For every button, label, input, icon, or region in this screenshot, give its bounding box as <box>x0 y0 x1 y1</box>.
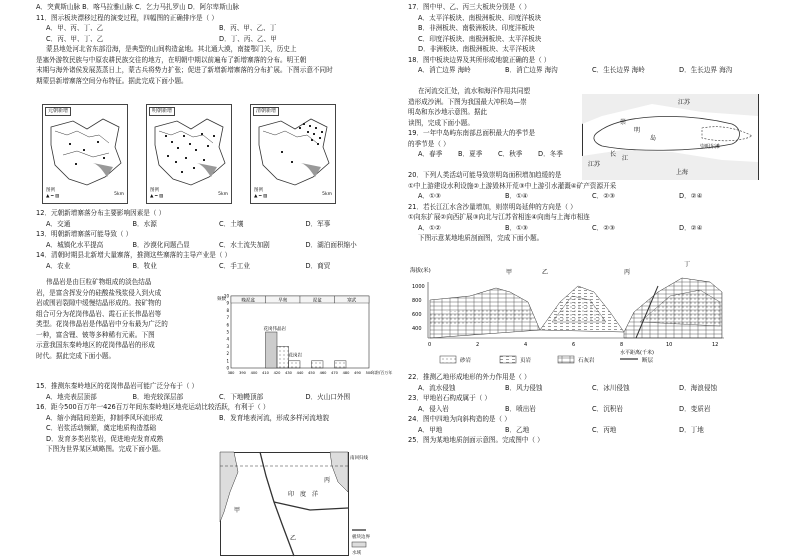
chart-bar-label: 花岗岩 <box>288 353 302 359</box>
left-questions <box>36 208 392 271</box>
passage-line: 岩，是富含挥发分的硅酸盐残浆侵入到火成 <box>36 288 162 297</box>
question-12: 12．元朝新增寨落分布主要影响因素是（ ） <box>36 209 166 217</box>
geo-xtick: 6 <box>572 342 576 348</box>
question-15: 15．推测东秦岭地区的花岗伟晶岩可能广泛分布于（ ） <box>36 382 199 390</box>
chart-y-tick: 2 <box>226 351 229 357</box>
chart-y-tick: 3 <box>226 343 229 349</box>
geo-legend-limestone: 石灰岩 <box>578 358 595 364</box>
q21-options <box>408 223 766 234</box>
q18-options <box>408 65 766 76</box>
chongming-label-dao: 岛 <box>650 135 657 142</box>
geo-xlabel: 水平距离(千米) <box>620 350 654 356</box>
chart-x-tick: 420 <box>273 371 281 375</box>
q24-option-d[interactable]: D．丁地 <box>679 425 704 434</box>
q21-option-d[interactable]: D．②④ <box>679 223 703 232</box>
chongming-label-chong: 崇 <box>620 119 627 126</box>
q24-option-c[interactable]: C．丙地 <box>592 425 617 434</box>
q14-option-b[interactable]: B．牧业 <box>132 261 157 270</box>
q19-option-b[interactable]: B．夏季 <box>458 150 483 158</box>
map-scale: 5km <box>114 191 124 197</box>
chart-bar <box>335 361 347 368</box>
chongming-label-chang: 长 <box>610 151 617 158</box>
q13-options <box>36 240 392 251</box>
q22-option-b[interactable]: B．风力侵蚀 <box>505 383 543 392</box>
map-legend: 图例 ▲ ━ ▨ <box>254 188 268 199</box>
map-scale: 5km <box>322 191 332 197</box>
q19-option-c[interactable]: C．秋季 <box>498 150 523 158</box>
q20-option-d[interactable]: D．②④ <box>679 192 703 200</box>
chart-bar-label: 花岗伟晶岩 <box>263 327 286 332</box>
q19-option-a[interactable]: A．春季 <box>418 150 443 158</box>
q19-option-d[interactable]: D．冬季 <box>538 150 563 158</box>
chongming-label-jiangsu-s: 江苏 <box>588 161 601 168</box>
q13-option-d[interactable]: D．湖泊面积缩小 <box>305 240 357 249</box>
q16-option-b[interactable]: B．发育地表河流，形成多样河流地貌 <box>219 413 330 422</box>
q23-option-d[interactable]: D．变质岩 <box>679 404 711 413</box>
right-questions <box>408 170 766 244</box>
chongming-map <box>582 94 760 180</box>
geo-ytick: 600 <box>412 312 422 318</box>
right-questions-2 <box>408 372 766 446</box>
passage-line: 类型。花岗伟晶岩是伟晶岩中分布最为广泛的 <box>36 320 168 328</box>
passage-line: 期蒙县新增寨落空间分布特征。据此完成下面小题。 <box>36 76 188 85</box>
q18-option-d[interactable]: D．生长边界 海沟 <box>679 66 733 74</box>
chongming-label-shanghai: 上海 <box>676 169 689 176</box>
q11-option-b[interactable]: B．丙、甲、乙、丁 <box>219 24 277 32</box>
question-20-items: ①中上游建设水利设施②上游毁林开荒③中上游引水灌溉④矿产资源开采 <box>408 181 617 190</box>
chongming-label-jiang: 江 <box>622 155 629 162</box>
geo-xtick: 2 <box>476 342 480 348</box>
chart-x-tick: 430 <box>285 371 292 375</box>
passage-line: 时代。据此完成下面小题。 <box>36 351 116 360</box>
pegmatite-passage <box>36 277 216 361</box>
q15-options <box>36 392 392 403</box>
passage-line: 在河流交汇处，流水和海洋作用共同塑 <box>418 87 531 95</box>
geo-xtick: 10 <box>666 342 673 348</box>
map-label-yi: 乙 <box>290 535 297 542</box>
chart-y-tick: 9 <box>226 300 229 306</box>
geo-xtick: 8 <box>620 342 624 348</box>
chart-x-tick: 400 <box>250 371 258 375</box>
legend-boundary: 板块边界 <box>352 535 370 540</box>
geo-xtick: 4 <box>524 342 528 348</box>
question-11: 11．图示板块漂移过程的演变过程，四幅图的正确排序是（ ） <box>36 13 218 22</box>
geo-legend-fault: 断层 <box>642 358 654 364</box>
question-19-cont: 的季节是（ ） <box>408 139 450 148</box>
q22-option-d[interactable]: D．海浪侵蚀 <box>679 383 718 392</box>
map-label-bing: 丙 <box>324 477 331 484</box>
chart-x-tick: 480 <box>342 371 350 375</box>
q11-option-d[interactable]: D．丁、丙、乙、甲 <box>219 34 277 43</box>
q12-option-a[interactable]: A．交通 <box>46 219 71 228</box>
chart-y-tick: 7 <box>226 315 229 321</box>
q23-options <box>408 404 766 415</box>
q16-option-a[interactable]: A．缩小海陆间差距，抑制季风环流形成 <box>46 413 163 422</box>
q12-option-d[interactable]: D．军事 <box>305 219 331 228</box>
legend-water: 水域 <box>352 551 361 556</box>
chart-x-tick: 380 <box>227 371 235 375</box>
q14-option-a[interactable]: A．农业 <box>46 261 71 270</box>
passage-line: 一种，富含锂、铍等多种稀有元素。下图 <box>36 330 155 339</box>
question-19: 19．一年中岛屿东南部总面积最大的季节是 <box>408 129 536 137</box>
right-column <box>408 2 766 76</box>
chongming-label-dongtan: 崇明东滩 <box>700 144 721 150</box>
chart-y-tick: 0 <box>226 365 229 371</box>
q13-option-b[interactable]: B．沙漠化问题凸显 <box>132 240 190 249</box>
chart-period-label: 泥盆 <box>312 298 322 304</box>
geo-xtick: 12 <box>712 342 719 348</box>
map-legend: 图例 ▲ ━ ▨ <box>150 188 164 199</box>
q15-option-b[interactable]: B．地壳较深层部 <box>132 392 184 401</box>
geo-legend-sandstone: 砂岩 <box>460 358 472 364</box>
map-yuan <box>42 104 128 204</box>
chart-x-tick: 410 <box>262 371 269 375</box>
q18-option-b[interactable]: B．消亡边界 海沟 <box>505 66 558 74</box>
geology-intro: 下图示意某地地质剖面图，完成下面小题。 <box>418 234 544 242</box>
chart-bar <box>266 332 278 368</box>
q24-options <box>408 425 766 436</box>
chart-y-tick: 5 <box>226 329 229 335</box>
map-label-jia: 甲 <box>234 507 241 514</box>
q20-option-a[interactable]: A．①③ <box>418 192 441 200</box>
map-title: 明朝新增 <box>149 107 175 116</box>
map-label-yin: 印 <box>288 491 295 498</box>
q13-option-c[interactable]: C．水土流失加剧 <box>219 240 270 249</box>
q15-option-a[interactable]: A．地壳表层顶部 <box>46 392 97 401</box>
question-21: 21．若长江江水含沙量增加，则崇明岛延伸的方向是（ ） <box>408 202 577 211</box>
q17-intro: 下图为世界某区域略图。完成下面小题。 <box>46 445 165 453</box>
question-22: 22．推测乙地形成地形的外力作用是（ ） <box>408 373 531 381</box>
chongming-passage <box>408 86 578 160</box>
question-16: 16．距今500百万年一426百万年间东秦岭地区地壳运动比较活跃，有利于（ ） <box>36 403 270 411</box>
passage-line: 造形成沙洲。下图为我国最大冲积岛—崇 <box>408 97 527 106</box>
chart-x-tick: 470 <box>331 371 338 375</box>
passage-line: 是塞外游牧民族与中原农耕民族交往的地方，在明朝中期以前遍布了新增寨落的分布。明王朝 <box>36 55 307 64</box>
q17-option-d[interactable]: D．非洲板块、南极洲板块、太平洋板块 <box>418 45 536 53</box>
map-ming <box>146 104 232 204</box>
geo-xtick: 0 <box>428 342 432 348</box>
chart-x-label: 年龄/百万年 <box>371 370 393 375</box>
chart-x-tick: 500 <box>365 371 373 375</box>
left-column <box>36 2 392 86</box>
chart-x-tick: 490 <box>354 371 361 375</box>
q18-option-a[interactable]: A．消亡边界 海岭 <box>418 66 471 74</box>
question-20: 20．下列人类活动可能导致崇明岛面积增加趋缓的是 <box>408 171 562 179</box>
map-qing <box>250 104 336 204</box>
age-chart <box>215 286 393 386</box>
passage-line: 伟晶岩是由巨粒矿物组成的淡色结晶 <box>46 278 152 286</box>
passage-line: 明岛和东沙地示意图。据此 <box>408 108 488 116</box>
passage-line: 蒙县地处河北省东部沿海，是典型的山间构造盆地。其北通大漠，南接鄂门关，历史上 <box>46 45 297 53</box>
passage-line: 组合可分为花岗伟晶岩、霞石正长伟晶岩等 <box>36 309 162 318</box>
q11-option-a[interactable]: A．甲、丙、丁、乙 <box>46 24 104 32</box>
geo-ytick: 400 <box>412 326 422 332</box>
geo-legend-shale: 页岩 <box>520 358 532 364</box>
question-18: 18．图中板块边界及其所形成地貌正确的是（ ） <box>408 55 551 64</box>
q16-option-d[interactable]: D．发育多类岩浆岩，促进地壳发育成熟 <box>46 434 164 443</box>
question-21-items: ①向东扩展②向西扩展③向北与江苏省相连④向南与上海市相连 <box>408 213 590 221</box>
map-label-yang: 洋 <box>312 491 319 498</box>
q15-option-d[interactable]: D．火山口外围 <box>305 392 351 401</box>
q11-options <box>36 23 392 34</box>
q21-option-a[interactable]: A．①② <box>418 223 441 232</box>
q10-options: A．突黄斯山脉 B．喀马拉雅山脉 C．乞力马扎罗山 D．阿尔卑斯山脉 <box>36 3 240 11</box>
chart-y-label: 频数 <box>217 297 226 302</box>
map-label-du: 度 <box>300 491 307 498</box>
chart-x-tick: 460 <box>319 371 327 375</box>
map-title: 元朝新增 <box>45 107 71 116</box>
chart-x-tick: 390 <box>239 371 246 375</box>
chart-y-tick: 8 <box>226 307 229 313</box>
chart-period-label: 早奥 <box>278 298 288 304</box>
chart-y-tick: 6 <box>226 322 229 328</box>
geo-ylabel: 海拔(米) <box>410 268 431 274</box>
passage-line: 岩或围岩裂隙中缓慢结晶形成的。按矿物的 <box>36 299 162 307</box>
q21-option-c[interactable]: C．②③ <box>592 223 616 232</box>
q19-options <box>408 149 578 160</box>
q14-options <box>36 261 392 272</box>
q22-options <box>408 383 766 394</box>
q23-option-c[interactable]: C．沉积岩 <box>592 404 623 413</box>
q14-option-c[interactable]: C．手工业 <box>219 261 250 270</box>
q17-option-b[interactable]: B．非洲板块、南极洲板块、印度洋板块 <box>418 24 535 32</box>
map-legend: 图例 ▲ ━ ▨ <box>46 188 60 199</box>
q13-option-a[interactable]: A．城镇化水平提高 <box>46 240 104 249</box>
question-14: 14．清朝时期县北新增大量寨落，推测这些寨落的主导产业是（ ） <box>36 251 232 259</box>
map-title: 清朝新增 <box>253 107 279 116</box>
q24-option-b[interactable]: B．乙地 <box>505 425 530 434</box>
left-questions-2 <box>36 381 392 455</box>
q20-option-c[interactable]: C．②③ <box>592 192 616 200</box>
q11-options-2 <box>36 34 392 45</box>
geo-label-yi: 乙 <box>542 269 549 276</box>
q11-option-c[interactable]: C．丙、甲、丁、乙 <box>46 34 104 43</box>
chongming-label-jiangsu-n: 江苏 <box>678 99 691 106</box>
q12-option-c[interactable]: C．土壤 <box>219 219 244 228</box>
chart-y-tick: 10 <box>223 293 229 299</box>
q18-option-c[interactable]: C．生长边界 海岭 <box>592 66 645 74</box>
geo-ytick: 800 <box>412 298 422 304</box>
passage-line: 读图，完成下面小题。 <box>408 118 474 127</box>
chart-period-label: 寒武 <box>347 298 357 304</box>
chart-bar <box>277 346 289 368</box>
chart-bar <box>312 361 324 368</box>
question-23: 23．甲地岩石构成属于（ ） <box>408 394 492 402</box>
geo-label-bing: 丙 <box>624 269 631 276</box>
chart-period-label: 晚泥盆 <box>241 298 255 304</box>
chongming-label-ming: 明 <box>634 127 641 134</box>
chart-x-tick: 440 <box>296 371 304 375</box>
question-13: 13．明朝新增寨落可能导致（ ） <box>36 230 133 238</box>
chart-x-tick: 450 <box>308 371 315 375</box>
question-24: 24．图中四地为向斜构造的是（ ） <box>408 415 511 423</box>
q17-option-a[interactable]: A．太平洋板块、南极洲板块、印度洋板块 <box>418 13 542 22</box>
q21-option-b[interactable]: B．①③ <box>505 223 528 232</box>
geology-section <box>410 262 730 368</box>
q15-option-c[interactable]: C．下地幔顶部 <box>219 392 264 401</box>
q23-option-a[interactable]: A．侵入岩 <box>418 404 449 413</box>
q14-option-d[interactable]: D．商贸 <box>305 261 331 270</box>
passage-line: 示意我国东秦岭地区的花岗伟晶岩的形成 <box>36 341 155 349</box>
question-25: 25．图为某地地质剖面示意图。完成图中（ ） <box>408 436 544 444</box>
map-scale: 5km <box>218 191 228 197</box>
passage-line: 末期与海外诸侯发展蒸蒸日上，蒙古兵将势力扩张；促进了新增新增寨落的分布扩展。下图示意不同时 <box>36 66 333 74</box>
q12-options <box>36 219 392 230</box>
q24-option-a[interactable]: A．甲地 <box>418 425 443 434</box>
chart-y-tick: 1 <box>226 358 229 364</box>
geo-label-ding: 丁 <box>684 261 691 268</box>
q22-option-c[interactable]: C．冰川侵蚀 <box>592 383 630 392</box>
q12-option-b[interactable]: B．水源 <box>132 219 157 228</box>
q20-option-b[interactable]: B．①④ <box>505 192 528 200</box>
q16-options <box>36 413 392 424</box>
q20-options <box>408 191 766 202</box>
geo-ytick: 1000 <box>412 284 425 290</box>
indian-ocean-map <box>220 452 384 556</box>
geo-label-jia: 甲 <box>506 269 513 276</box>
map-tropic-label: 南回归线 <box>350 456 368 461</box>
chart-bar <box>289 361 301 368</box>
chart-y-tick: 4 <box>226 336 229 342</box>
question-17: 17．图中甲、乙、丙三大板块分别是（ ） <box>408 3 531 11</box>
q17-option-c[interactable]: C．印度洋板块、南极洲板块、太平洋板块 <box>418 34 542 43</box>
q23-option-b[interactable]: B．喷出岩 <box>505 404 536 413</box>
q16-option-c[interactable]: C．岩浆活动频繁，奠定地质构造基础 <box>46 424 157 432</box>
q22-option-a[interactable]: A．流水侵蚀 <box>418 383 456 392</box>
